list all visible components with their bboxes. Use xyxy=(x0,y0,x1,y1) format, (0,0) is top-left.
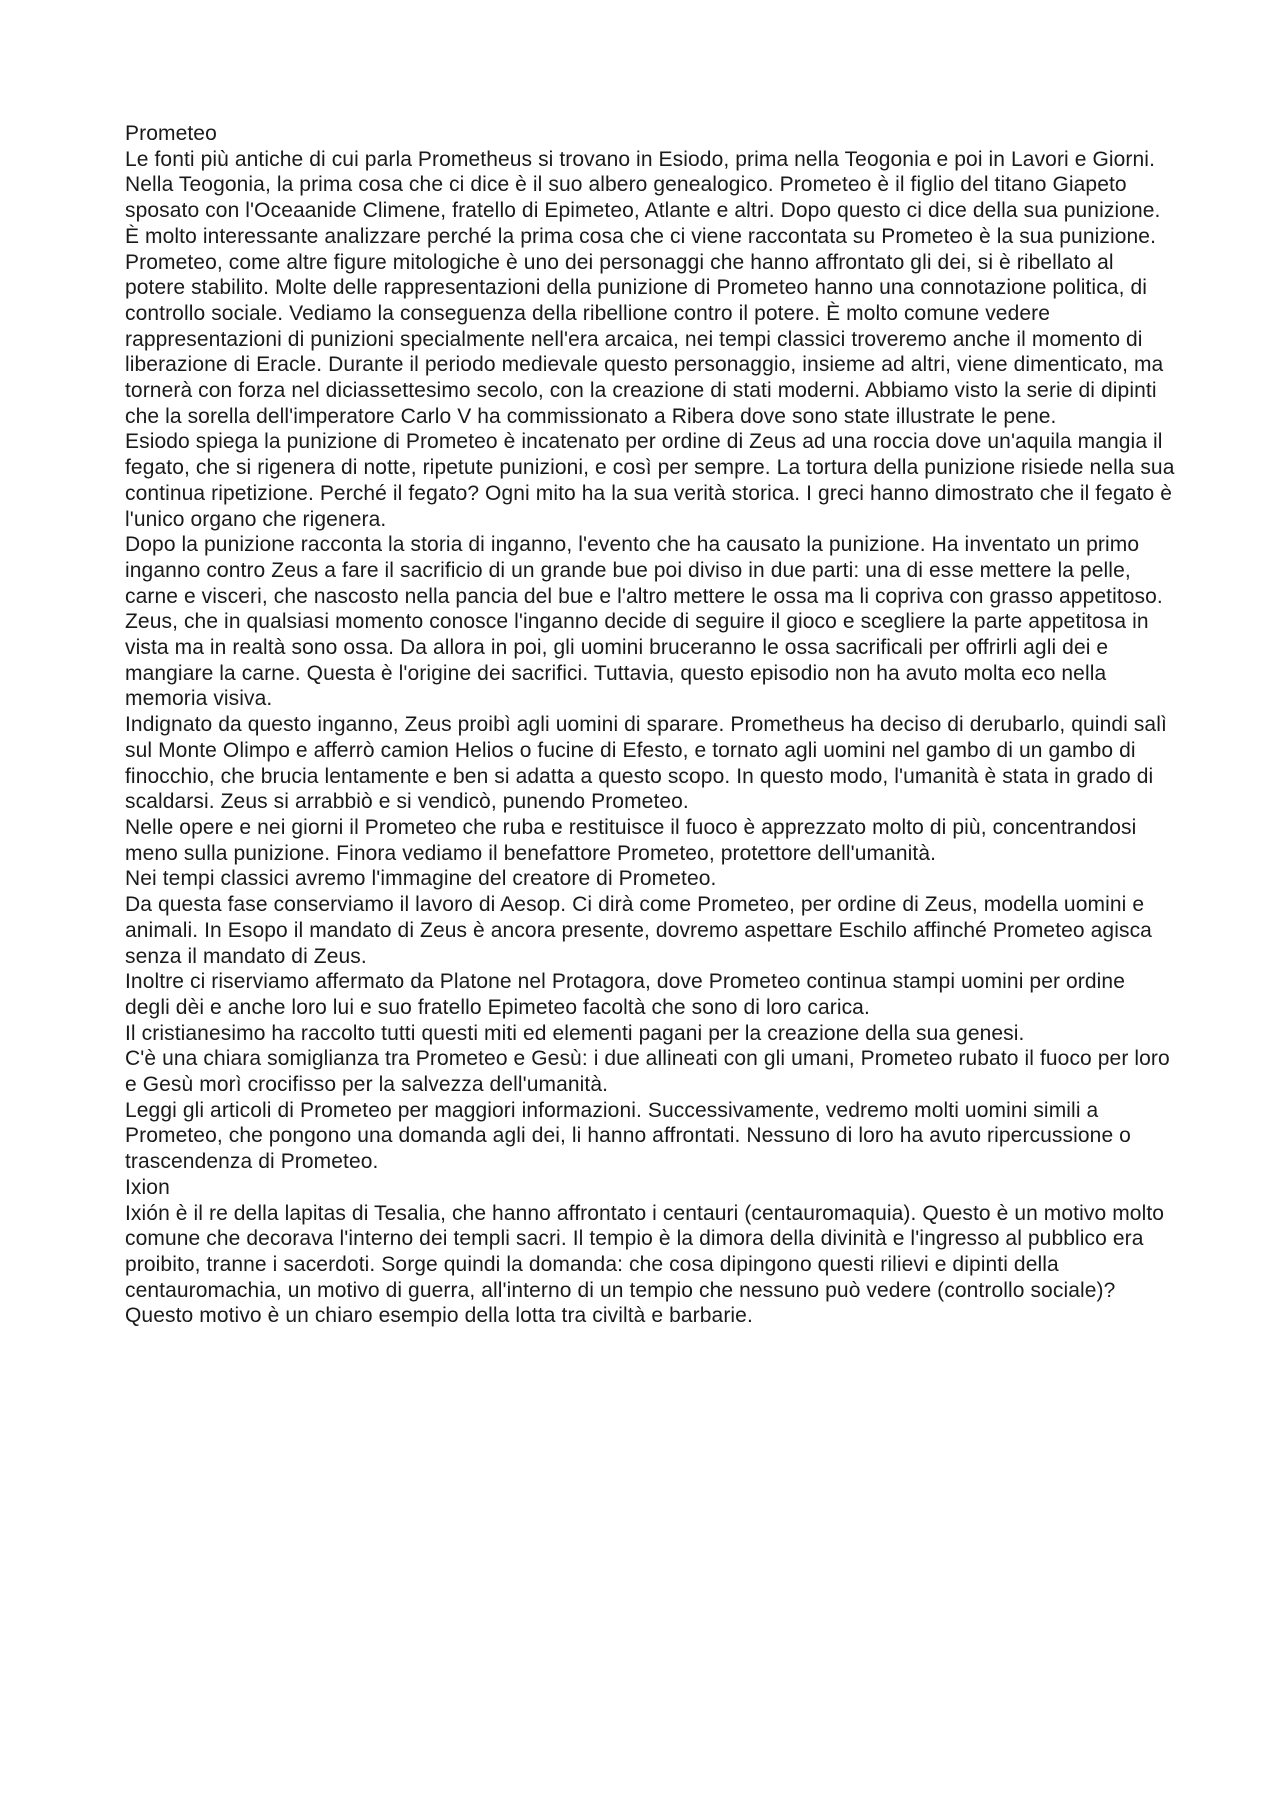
paragraph-christianity: Il cristianesimo ha raccolto tutti questi miti ed elementi pagani per la creazione della sua genesi. xyxy=(125,1021,1025,1045)
paragraph-aesop: Da questa fase conserviamo il lavoro di Aesop. Ci dirà come Prometeo, per ordine di Zeus, modella uomini e animali. In Esopo il mandato di Zeus è ancora presente, dovremo aspettare Eschilo affinché Prometeo agisca senza il mandato di Zeus. xyxy=(125,893,1152,968)
paragraph-punishment: Esiodo spiega la punizione di Prometeo è incatenato per ordine di Zeus ad una roccia dove un'aquila mangia il fegato, che si rigenera di notte, ripetute punizioni, e così per sempre. La tortura della punizione risiede nella sua continua ripetizione. Perché il fegato? Ogni mito ha la sua verità storica. I greci hanno dimostrato che il fegato è l'unico organo che rigenera. xyxy=(125,430,1175,531)
paragraph-works-and-days: Nelle opere e nei giorni il Prometeo che ruba e restituisce il fuoco è apprezzato molto di più, concentrandosi meno sulla punizione. Finora vediamo il benefattore Prometeo, protettore dell'umanità. xyxy=(125,815,1137,865)
paragraph-fire-theft: Indignato da questo inganno, Zeus proibì agli uomini di sparare. Prometheus ha deciso di derubarlo, quindi salì sul Monte Olimpo e afferrò camion Helios o fucine di Efesto, e tornato agli uomini nel gambo di un gambo di finocchio, che brucia lentamente e ben si adatta a questo scopo. In questo modo, l'umanità è stata in grado di scaldarsi. Zeus si arrabbiò e si vendicò, punendo Prometeo. xyxy=(125,713,1167,814)
paragraph-theogony: Nella Teogonia, la prima cosa che ci dice è il suo albero genealogico. Prometeo è il figlio del titano Giapeto sposato con l'Oceaanide Climene, fratello di Epimeteo, Atlante e altri. Dopo questo ci dice della sua punizione. È molto interessante analizzare perché la prima cosa che ci viene raccontata su Prometeo è la sua punizione. Prometeo, come altre figure mitologiche è uno dei personaggi che hanno affrontato gli dei, si è ribellato al potere stabilito. Molte delle rappresentazioni della punizione di Prometeo hanno una connotazione politica, di controllo sociale. Vediamo la conseguenza della ribellione contro il potere. È molto comune vedere rappresentazioni di punizioni specialmente nell'era arcaica, nei tempi classici troveremo anche il momento di liberazione di Eracle. Durante il periodo medievale questo personaggio, insieme ad altri, viene dimenticato, ma tornerà con forza nel diciassettesimo secolo, con la creazione di stati moderni. Abbiamo visto la serie di dipinti che la sorella dell'imperatore Carlo V ha commissionato a Ribera dove sono state illustrate le pene. xyxy=(125,173,1164,428)
paragraph-deception: Dopo la punizione racconta la storia di inganno, l'evento che ha causato la punizione. Ha inventato un primo inganno contro Zeus a fare il sacrificio di un grande bue poi diviso in due parti: una di esse mettere la pelle, carne e visceri, che nascosto nella pancia del bue e l'altro mettere le ossa ma li copriva con grasso appetitoso. Zeus, che in qualsiasi momento conosce l'inganno decide di seguire il gioco e scegliere la parte appetitosa in vista ma in realtà sono ossa. Da allora in poi, gli uomini bruceranno le ossa sacrificali per offrirli agli dei e mangiare la carne. Questa è l'origine dei sacrifici. Tuttavia, questo episodio non ha avuto molta eco nella memoria visiva. xyxy=(125,533,1163,711)
paragraph-ixion: Ixión è il re della lapitas di Tesalia, che hanno affrontato i centauri (centauromaquia). Questo è un motivo molto comune che decorava l'interno dei templi sacri. Il tempio è la dimora della divinità e l'ingresso al pubblico era proibito, tranne i sacerdoti. Sorge quindi la domanda: che cosa dipingono questi rilievi e dipinti della centauromachia, un motivo di guerra, all'interno di un tempio che nessuno può vedere (controllo sociale)? Questo motivo è un chiaro esempio della lotta tra civiltà e barbarie. xyxy=(125,1201,1165,1328)
paragraph-classical-times: Nei tempi classici avremo l'immagine del creatore di Prometeo. xyxy=(125,867,717,891)
section-title-ixion: Ixion xyxy=(125,1175,170,1199)
paragraph-further-reading: Leggi gli articoli di Prometeo per maggiori informazioni. Successivamente, vedremo molti uomini simili a Prometeo, che pongono una domanda agli dei, li hanno affrontati. Nessuno di loro ha avuto ripercussione o trascendenza di Prometeo. xyxy=(125,1098,1131,1174)
document-title: Prometeo xyxy=(125,122,217,145)
paragraph-jesus-comparison: C'è una chiara somiglianza tra Prometeo e Gesù: i due allineati con gli umani, Prometeo rubato il fuoco per loro e Gesù morì crocifisso per la salvezza dell'umanità. xyxy=(125,1047,1170,1097)
paragraph-plato: Inoltre ci riserviamo affermato da Platone nel Protagora, dove Prometeo continua stampi uomini per ordine degli dèi e anche loro lui e suo fratello Epimeteo facoltà che sono di loro carica. xyxy=(125,970,1125,1019)
paragraph-sources: Le fonti più antiche di cui parla Prometheus si trovano in Esiodo, prima nella Teogonia e poi in Lavori e Giorni. xyxy=(125,147,1156,171)
document-page xyxy=(125,121,1175,1329)
